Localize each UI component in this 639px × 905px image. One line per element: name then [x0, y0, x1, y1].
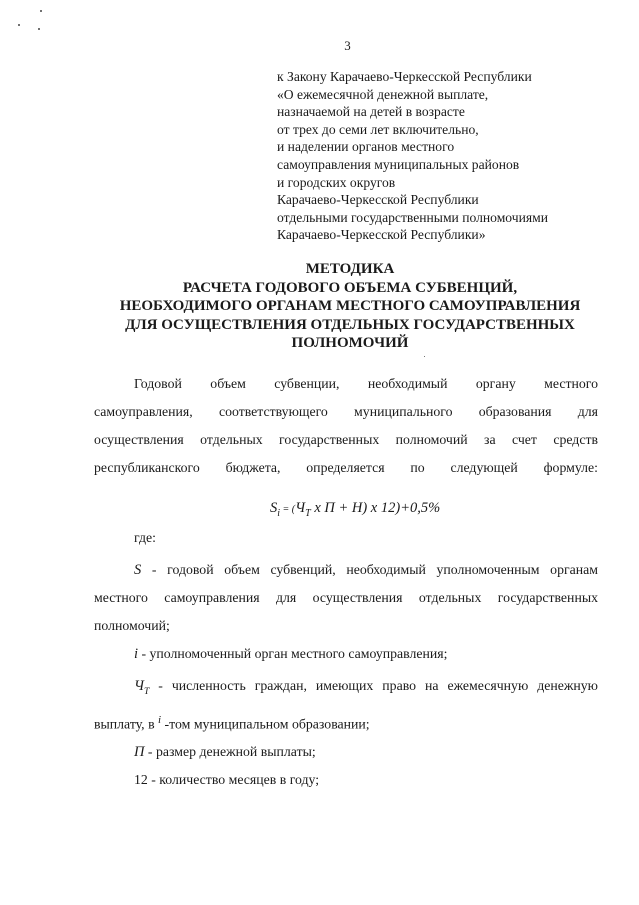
- annex-line: назначаемой на детей в возрасте: [277, 104, 465, 120]
- annex-line: Карачаево-Черкесской Республики: [277, 192, 479, 208]
- annex-line: Карачаево-Черкесской Республики»: [277, 227, 486, 243]
- annex-line: к Закону Карачаево-Черкесской Республики: [277, 69, 532, 84]
- definition-i: [94, 640, 598, 668]
- definition-ch-text: - численность граждан, имеющих право на ежемесячную денежную: [149, 678, 598, 693]
- annex-reference: [277, 68, 617, 244]
- symbol-p: П: [134, 744, 145, 761]
- formula-rest: x П + Н) x 12)+0,5%: [310, 500, 441, 516]
- annex-line: от трех до семи лет включительно,: [277, 121, 479, 137]
- symbol-ch-sub: Т: [144, 686, 150, 697]
- definition-s-text: - годовой объем субвенций, необходимый уполномоченным органам: [141, 562, 598, 577]
- intro-paragraph: [94, 370, 598, 482]
- title-line: МЕТОДИКА: [305, 261, 395, 277]
- definition-s: [94, 556, 598, 584]
- intro-line: осуществления отдельных государственных полномочий за счет средств: [94, 432, 598, 447]
- definition-i-text: - уполномоченный орган местного самоуправления;: [138, 646, 448, 661]
- definition-ch-cont-b: -том муниципальном образовании;: [161, 716, 370, 732]
- definition-ch-cont: [94, 706, 598, 739]
- definition-s-cont: местного самоуправления для осуществления отдельных государственных: [94, 590, 598, 605]
- symbol-ch: [134, 678, 150, 697]
- definition-s-cont: полномочий;: [94, 618, 170, 633]
- title-line: НЕОБХОДИМОГО ОРГАНАМ МЕСТНОГО САМОУПРАВЛЕНИЯ: [119, 298, 581, 314]
- annex-line: «О ежемесячной денежной выплате,: [277, 86, 489, 102]
- formula-ch-sub: Т: [305, 507, 311, 519]
- definition-ch-cont-a: выплату, в: [94, 716, 159, 732]
- formula-ch: Ч: [295, 500, 306, 516]
- annex-line: самоуправления муниципальных районов: [277, 156, 520, 172]
- intro-line: самоуправления, соответствующего муниципального образования для: [94, 404, 598, 419]
- formula-open: (: [291, 504, 296, 515]
- definition-ch: [94, 672, 598, 706]
- symbol-i: i: [134, 646, 139, 662]
- definition-p: [94, 738, 598, 766]
- scan-speck: [40, 10, 42, 12]
- scan-speck: [424, 356, 425, 357]
- page-number: 3: [344, 38, 351, 53]
- scan-speck: [38, 28, 40, 30]
- annex-line: и наделении органов местного: [277, 139, 455, 155]
- symbol-ch-letter: Ч: [134, 678, 144, 694]
- annex-line: и городских округов: [277, 174, 396, 190]
- definitions: [94, 556, 598, 794]
- where-label: где:: [134, 530, 156, 545]
- scan-speck: [18, 24, 20, 26]
- title-line: РАСЧЕТА ГОДОВОГО ОБЪЕМА СУБВЕНЦИЙ,: [182, 279, 518, 296]
- formula-eq: =: [280, 504, 292, 515]
- formula-s: S: [270, 500, 278, 516]
- document-title: [80, 260, 620, 353]
- definition-twelve: 12 - количество месяцев в году;: [134, 772, 320, 788]
- intro-line: Годовой объем субвенции, необходимый органу местного: [134, 376, 598, 391]
- annex-line: отдельными государственными полномочиями: [277, 209, 548, 225]
- symbol-i-inline: i: [158, 713, 162, 726]
- definition-p-text: - размер денежной выплаты;: [144, 744, 316, 760]
- symbol-s: S: [134, 562, 142, 578]
- formula-s-sub: i: [277, 507, 281, 519]
- title-line: ПОЛНОМОЧИЙ: [291, 335, 409, 351]
- subvention-formula: [270, 500, 440, 519]
- title-line: ДЛЯ ОСУЩЕСТВЛЕНИЯ ОТДЕЛЬНЫХ ГОСУДАРСТВЕННЫХ: [125, 316, 575, 333]
- intro-line: республиканского бюджета, определяется по следующей формуле:: [94, 460, 598, 475]
